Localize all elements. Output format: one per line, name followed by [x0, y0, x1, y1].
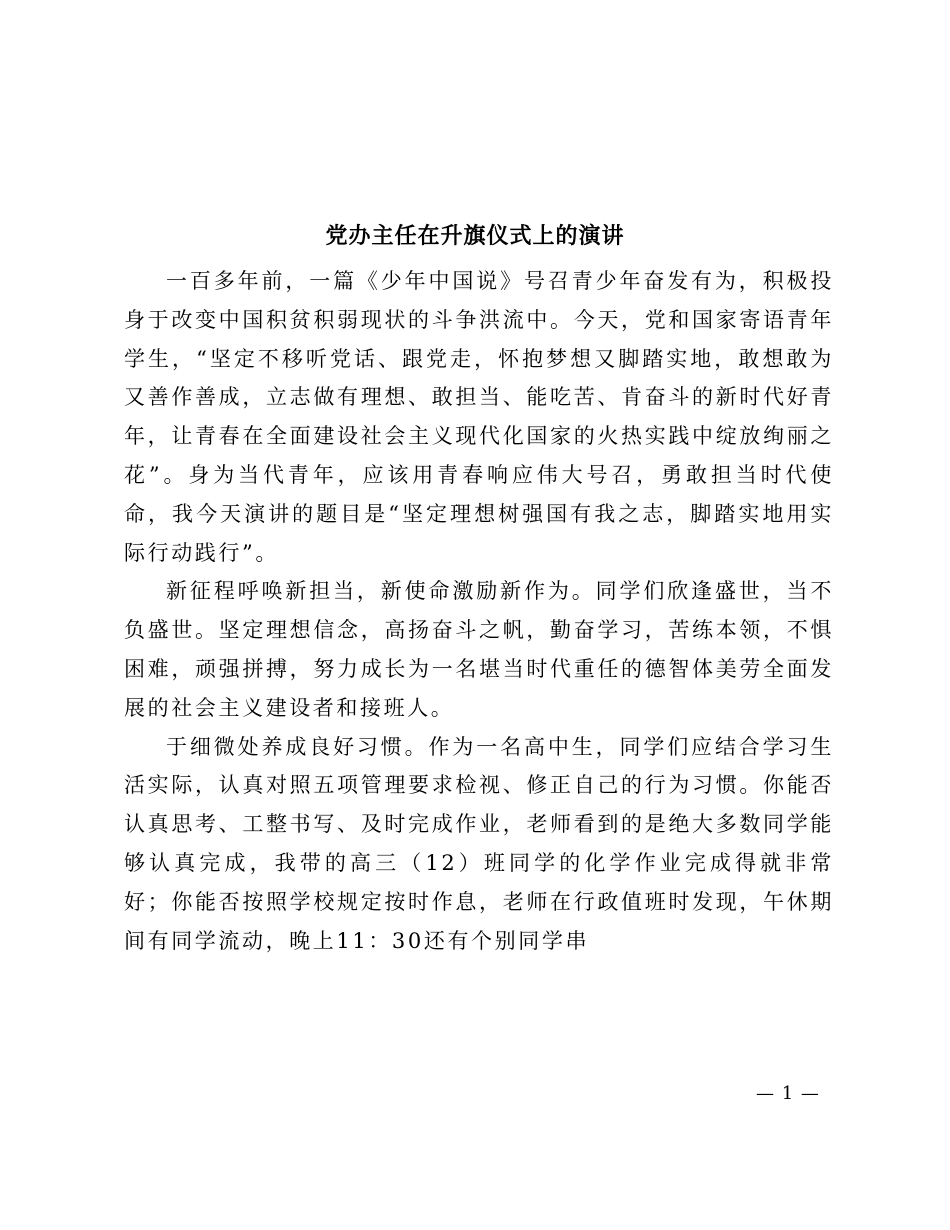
page-number: — 1 — [756, 1083, 820, 1104]
paragraph-3: 于细微处养成良好习惯。作为一名高中生，同学们应结合学习生活实际，认真对照五项管理要求检视、修正自己的行为习惯。你能否认真思考、工整书写、及时完成作业，老师看到的是绝大多数同学能够认真完成，我带的高三（12）班同学的化学作业完成得就非常好；你能否按照学校规定按时作息，老师在行政值班时发现，午休期间有同学流动，晚上11：30还有个别同学串 [124, 734, 834, 953]
document-body [124, 262, 834, 960]
page-title: 党办主任在升旗仪式上的演讲 [325, 223, 625, 249]
paragraph-2: 新征程呼唤新担当，新使命激励新作为。同学们欣逢盛世，当不负盛世。坚定理想信念，高扬奋斗之帆，勤奋学习，苦练本领，不惧困难，顽强拼搏，努力成长为一名堪当时代重任的德智体美劳全面发展的社会主义建设者和接班人。 [124, 579, 834, 720]
paragraph-1: 一百多年前，一篇《少年中国说》号召青少年奋发有为，积极投身于改变中国积贫积弱现状的斗争洪流中。今天，党和国家寄语青年学生，“坚定不移听党话、跟党走，怀抱梦想又脚踏实地，敢想敢为又善作善成，立志做有理想、敢担当、能吃苦、肯奋斗的新时代好青年，让青春在全面建设社会主义现代化国家的火热实践中绽放绚丽之花”。身为当代青年，应该用青春响应伟大号召，勇敢担当时代使命，我今天演讲的题目是“坚定理想树强国有我之志，脚踏实地用实际行动践行”。 [124, 269, 834, 565]
